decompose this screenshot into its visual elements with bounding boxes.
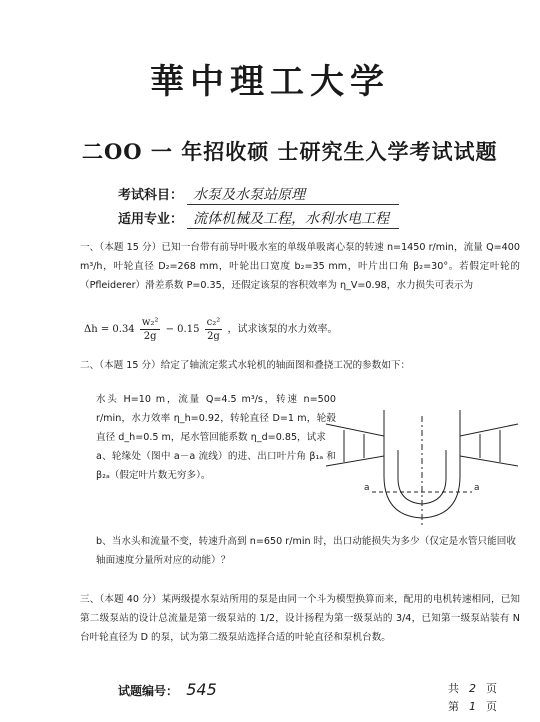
exam-code (118, 680, 217, 699)
university-name: 華中理工大学 (150, 62, 390, 102)
diagram-outer-left-top (326, 424, 384, 436)
question-3-text: 三、（本题 40 分）某两级提水泵站所用的泵是由同一个斗为模型换算而来，配用的电机转速相同，已知第二级泵站的设计总流量是第一级泵站的 1/2，设计扬程为第一级泵站的 3/4，已知第一级泵站装有 N 台叶轮直径为 D 的泵，试为第二级泵站选择合适的叶轮直径和泵机台数。 (80, 594, 520, 643)
turbine-meridional-diagram (324, 406, 520, 528)
page-count (448, 680, 497, 716)
current-page-label: 第 (448, 700, 459, 713)
formula-num-2: c₂² (206, 317, 221, 328)
diagram-outer-right-bottom (460, 456, 518, 466)
question-2-part-b: b、当水头和流量不变，转速升高到 n=650 r/min 时，出口动能损失为多少（仅定是水管只能回收轴面速度分量所对应的动能）？ (96, 536, 516, 566)
exam-title: 二OO 一 年招收硕 士研究生入学考试试题 (82, 139, 498, 164)
total-pages-value: 2 (469, 682, 476, 695)
formula-num-1: w₂² (141, 317, 159, 328)
exam-code-value: 545 (186, 680, 217, 699)
diagram-label-a-left: a (364, 483, 370, 493)
diagram-label-a-right: a (474, 483, 480, 493)
formula-lhs: Δh = 0.34 (84, 324, 135, 335)
total-pages-unit: 页 (486, 682, 497, 695)
diagram-outer-left-bottom (326, 456, 384, 466)
question-2-params-text: 水头 H=10 m，流量 Q=4.5 m³/s，转速 n=500 r/min，水力效率 η_h=0.92，转轮直径 D=1 m，轮毂直径 d_h=0.5 m，尾水管回能系数 η_d=0.85，试求 (96, 394, 336, 443)
formula-den-1: 2g (143, 331, 157, 342)
question-2-params (96, 390, 336, 485)
question-2-intro: 二、（本题 15 分）给定了轴流定浆式水轮机的轴面图和叠挠工况的参数如下： (80, 360, 411, 371)
total-pages-label: 共 (448, 682, 459, 695)
major-value: 流体机械及工程，水利水电工程 (187, 208, 399, 229)
formula-mid: − 0.15 (165, 324, 200, 335)
major-label: 适用专业： (118, 212, 184, 227)
exam-code-label: 试题编号： (118, 684, 179, 698)
current-page-unit: 页 (486, 700, 497, 713)
subject-row (118, 184, 399, 205)
diagram-outer-right-top (460, 424, 518, 436)
current-page-row (448, 698, 497, 716)
formula-fraction-1 (140, 316, 161, 343)
formula-den-2: 2g (207, 331, 220, 342)
subject-label: 考试科目： (118, 188, 184, 203)
question-1-text: 一、（本题 15 分）已知一台带有前导叶吸水室的单级单吸离心泵的转速 n=1450 r/min，流量 Q=400 m³/h，叶轮直径 D₂=268 mm，叶轮出口宽度 b₂=35 mm，叶片出口角 β₂=30°。若假定叶轮的（Pfleiderer）滑差系数 P=0.35，还假定该泵的容积效率为 η_V=0.98，水力损失可表示为 (80, 242, 520, 291)
current-page-value: 1 (469, 700, 476, 713)
question-1-formula (84, 316, 337, 343)
formula-fraction-2 (205, 316, 223, 343)
formula-tail: ，试求该泵的水力效率。 (227, 324, 338, 335)
total-pages-row (448, 680, 497, 698)
question-2-part-a: a、轮缘处（图中 a－a 流线）的进、出口叶片角 β₁ₐ 和 β₂ₐ（假定叶片数无穷多）。 (96, 451, 336, 481)
major-row (118, 208, 399, 229)
subject-value: 水泵及水泵站原理 (187, 184, 399, 205)
